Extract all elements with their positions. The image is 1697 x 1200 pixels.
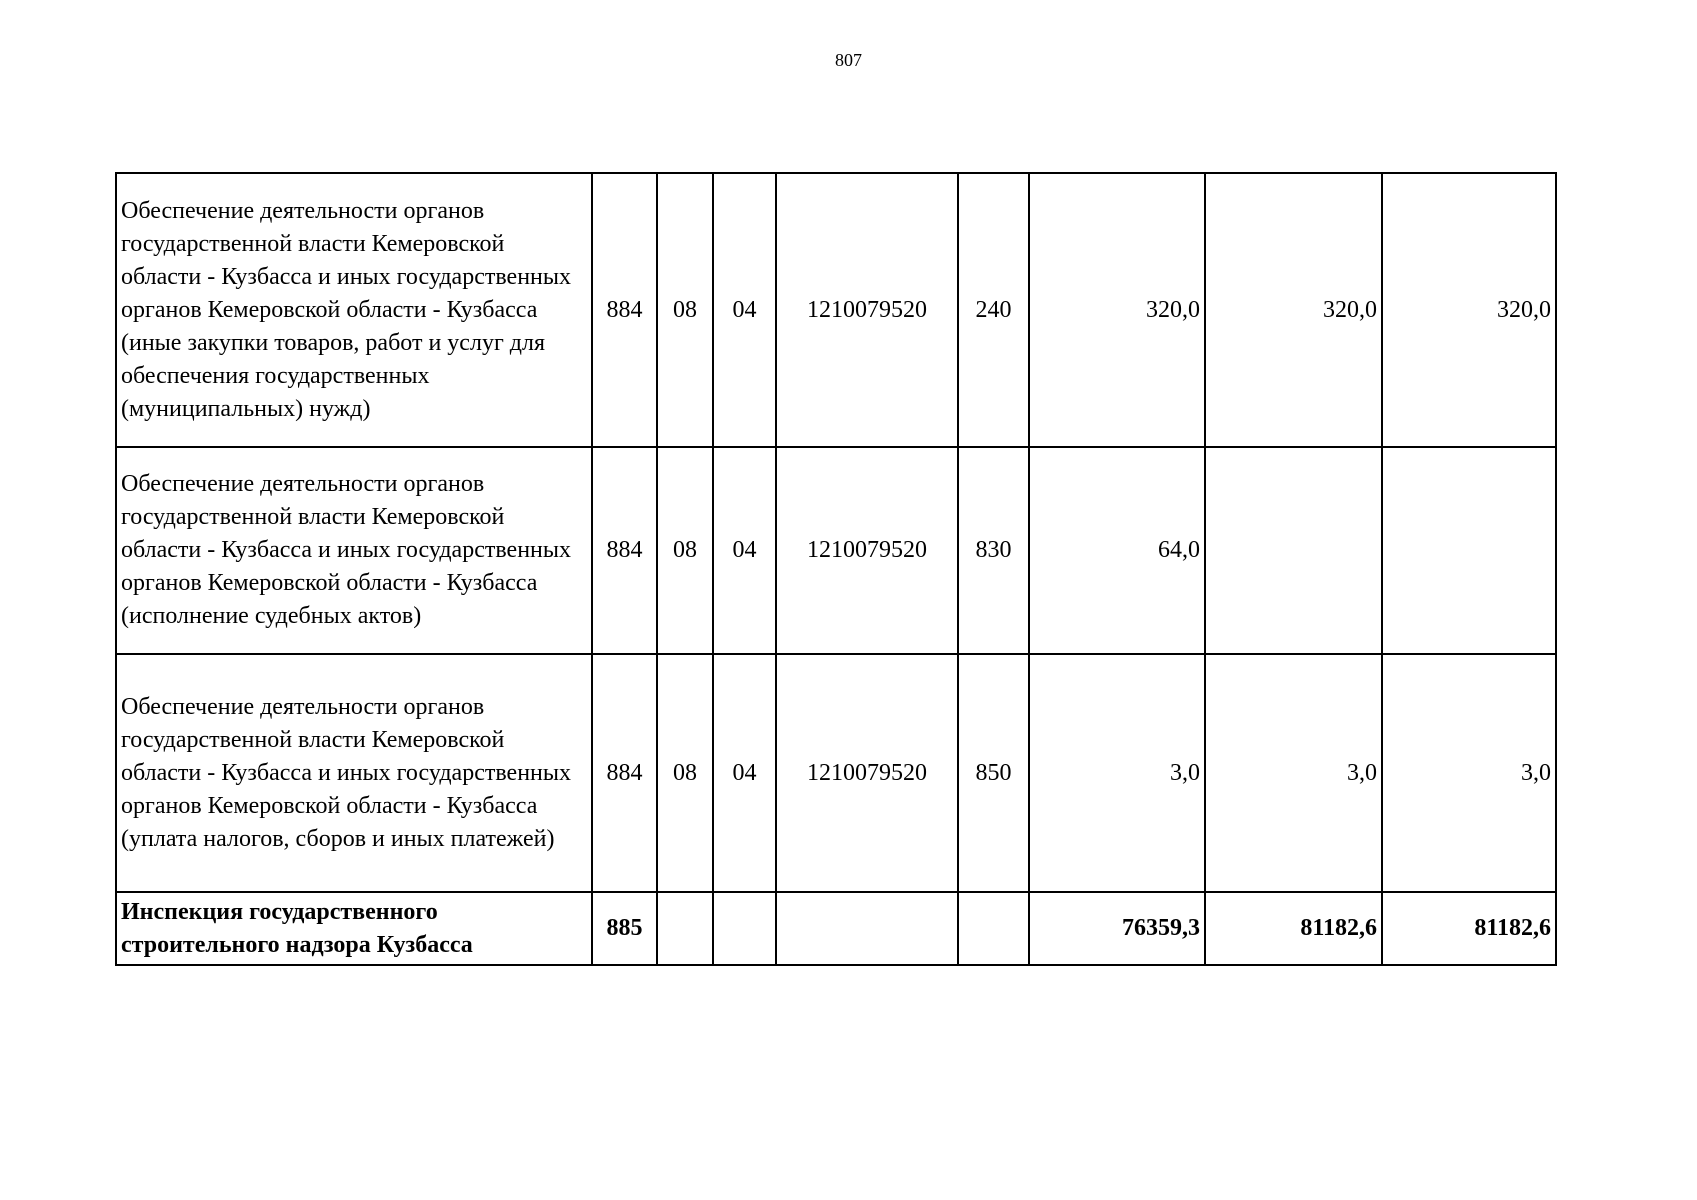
section-code: 08 [657,173,713,447]
ministry-code: 884 [592,173,657,447]
ministry-code: 884 [592,654,657,892]
ministry-code: 885 [592,892,657,965]
subsection-code: 04 [713,654,776,892]
expense-type-code: 240 [958,173,1029,447]
sum-year-2 [1205,447,1382,654]
table-row-total [116,892,1556,965]
row-description: Обеспечение деятельности органов государственной власти Кемеровской области - Кузбасса и иных государственных органов Кемеровской области - Кузбасса (уплата налогов, сборов и иных платежей) [116,654,592,892]
table-row [116,654,1556,892]
target-article-code: 1210079520 [776,447,958,654]
expense-type-code [958,892,1029,965]
sum-year-2: 320,0 [1205,173,1382,447]
page-number: 807 [835,50,862,70]
ministry-code: 884 [592,447,657,654]
sum-year-1: 76359,3 [1029,892,1205,965]
section-code [657,892,713,965]
table-row [116,173,1556,447]
section-code: 08 [657,654,713,892]
target-article-code [776,892,958,965]
budget-table [115,172,1557,966]
subsection-code: 04 [713,447,776,654]
row-description: Инспекция государственного строительного надзора Кузбасса [116,892,592,965]
sum-year-3: 320,0 [1382,173,1556,447]
target-article-code: 1210079520 [776,654,958,892]
sum-year-2: 81182,6 [1205,892,1382,965]
target-article-code: 1210079520 [776,173,958,447]
sum-year-3: 81182,6 [1382,892,1556,965]
subsection-code: 04 [713,173,776,447]
sum-year-3 [1382,447,1556,654]
row-description: Обеспечение деятельности органов государственной власти Кемеровской области - Кузбасса и иных государственных органов Кемеровской области - Кузбасса (исполнение судебных актов) [116,447,592,654]
sum-year-1: 320,0 [1029,173,1205,447]
sum-year-1: 64,0 [1029,447,1205,654]
sum-year-3: 3,0 [1382,654,1556,892]
expense-type-code: 830 [958,447,1029,654]
sum-year-2: 3,0 [1205,654,1382,892]
table-row [116,447,1556,654]
row-description: Обеспечение деятельности органов государственной власти Кемеровской области - Кузбасса и иных государственных органов Кемеровской области - Кузбасса (иные закупки товаров, работ и услуг для обеспечения государственных (муниципальных) нужд) [116,173,592,447]
expense-type-code: 850 [958,654,1029,892]
sum-year-1: 3,0 [1029,654,1205,892]
section-code: 08 [657,447,713,654]
subsection-code [713,892,776,965]
